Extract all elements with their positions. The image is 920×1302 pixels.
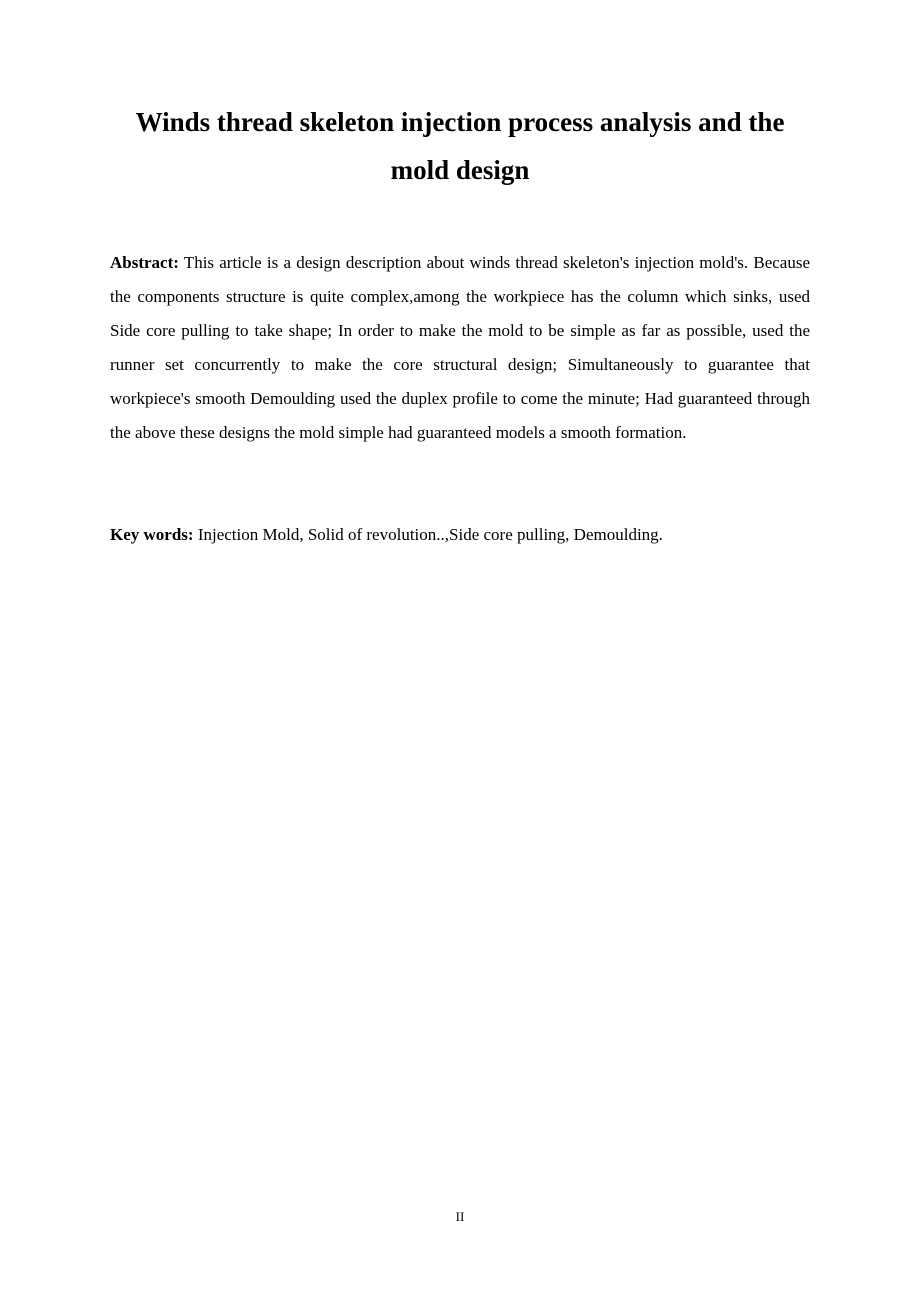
document-title: Winds thread skeleton injection process analysis and the mold design — [135, 107, 785, 185]
keywords-text: Injection Mold, Solid of revolution..,Side core pulling, Demoulding. — [197, 525, 663, 544]
page-number: II — [455, 1209, 465, 1224]
abstract-text: This article is a design description about winds thread skeleton's injection mold's. Because the components structure is quite complex,among the workpiece has the column which sinks, used Side core pulling to take shape; In order to make the mold to be simple as far as possible, used the runner set concurrently to make the core structural design; Simultaneously to guarantee that workpiece's smooth Demoulding used the duplex profile to come the minute; Had guaranteed through the above these designs the mold simple had guaranteed models a smooth formation. — [110, 253, 810, 442]
keywords-paragraph — [110, 518, 810, 552]
abstract-paragraph — [110, 246, 810, 450]
abstract-label: Abstract: — [110, 253, 179, 272]
keywords-label: Key words: — [110, 525, 194, 544]
